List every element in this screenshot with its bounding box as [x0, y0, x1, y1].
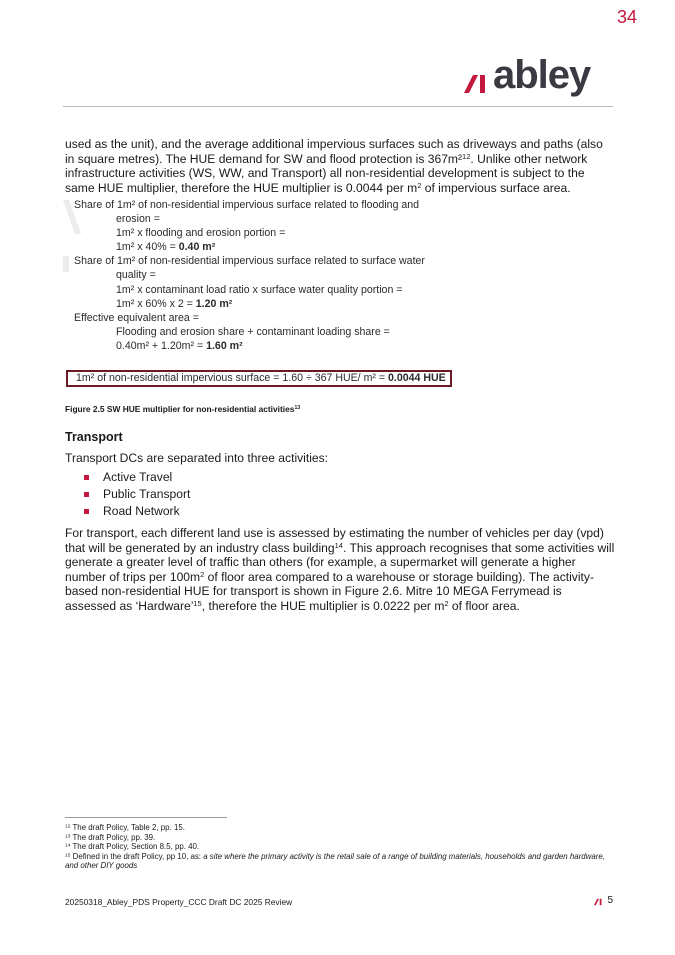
abley-mark-icon [594, 898, 604, 906]
logo-wordmark: abley [493, 53, 591, 97]
footnote [65, 852, 610, 871]
page-number: 34 [616, 7, 637, 27]
footnotes [65, 823, 610, 871]
intro-paragraph [65, 137, 615, 195]
footnote-ref-13[interactable]: 13 [294, 405, 301, 412]
activity-list [65, 470, 190, 521]
intro-text-2: . Unlike other network infrastructure activities (WS, WW, and Transport) all non-residential development is subject to the same HUE multiplier, therefore the HUE multiplier is 0.0044 per m [65, 151, 588, 195]
calc-expr: 0.40m² + 1.20m² = [116, 339, 207, 352]
para-text: For transport, each different land use is assessed by estimating the number of vehicles per day (vpd) that will be generated by an industry class building [65, 526, 604, 555]
calc-line: Share of 1m² of non-residential impervious surface related to surface water [74, 255, 425, 268]
list-item-label: Active Travel [103, 470, 173, 484]
footnote-definition: a site where the primary activity is the retail sale of a range of building materials, households and garden hardware, and other DIY goods [65, 851, 605, 871]
footnote-number: 15 [65, 853, 71, 859]
footnote-ref-14[interactable]: 14 [334, 540, 343, 550]
lead-sentence: Transport DCs are separated into three activities: [65, 451, 329, 465]
bullet-square-icon [84, 509, 89, 514]
footer-page-number: 5 [607, 895, 613, 906]
result-expr: 1m² of non-residential impervious surface = 1.60 ÷ 367 HUE/ m² = [76, 372, 388, 384]
calc-result: 1.20 m² [195, 297, 233, 310]
header-divider [63, 106, 613, 107]
figure-caption [65, 404, 300, 414]
calc-line: Effective equivalent area = [74, 311, 199, 324]
bullet-square-icon [84, 492, 89, 497]
footnote-divider [65, 817, 227, 818]
figure-2-5 [63, 196, 453, 396]
bullet-square-icon [84, 475, 89, 480]
footnote-number: 13 [65, 833, 71, 839]
footnote-text: The draft Policy, pp. 39. [70, 832, 156, 842]
calc-line: 1m² x flooding and erosion portion = [116, 227, 286, 240]
calc-line: erosion = [116, 213, 160, 226]
calc-expr: 1m² x 40% = [116, 241, 179, 254]
abley-mark-icon [464, 75, 492, 93]
calc-line: Flooding and erosion share + contaminant loading share = [116, 325, 390, 338]
calculation-text [74, 198, 425, 353]
calc-line: 1m² x contaminant load ratio x surface water quality portion = [116, 283, 403, 296]
transport-paragraph [65, 526, 615, 614]
intro-text-1: used as the unit), and the average additional impervious surfaces such as driveways and paths (also in square metres). The HUE demand for SW and flood protection is 367m² [65, 137, 603, 166]
superscript-2: 2 [444, 598, 449, 608]
footnote [65, 823, 610, 833]
para-text: . This approach recognises that some activities will generate a greater level of traffic than others (for example, a supermarket will generate a higher number of trips per 100m [65, 540, 615, 584]
caption-text: Figure 2.5 SW HUE multiplier for non-residential activities [65, 404, 295, 414]
superscript-2: 2 [200, 569, 205, 579]
footnote-number: 14 [65, 843, 71, 849]
result-box [66, 370, 452, 387]
calc-expr: 1m² x 60% x 2 = [116, 297, 196, 310]
calc-line: Share of 1m² of non-residential impervious surface related to flooding and [74, 199, 420, 211]
footer-document-id: 20250318_Abley_PDS Property_CCC Draft DC 2025 Review [65, 897, 293, 907]
footer-page [607, 895, 613, 906]
footnote [65, 842, 610, 852]
list-item [65, 487, 190, 504]
footnote-ref-15[interactable]: 15 [193, 598, 202, 608]
calc-line [74, 240, 425, 254]
superscript-2: 2 [417, 180, 422, 190]
calc-result: 1.60 m² [206, 339, 243, 352]
para-text: , therefore the HUE multiplier is 0.0222 per m [201, 598, 445, 613]
calc-line [74, 339, 425, 353]
calc-line [74, 297, 425, 311]
section-heading: Transport [65, 430, 123, 444]
list-item-label: Public Transport [103, 487, 191, 501]
calc-result: 0.40 m² [178, 241, 216, 254]
result-value: 0.0044 HUE [388, 372, 446, 384]
footnote-text: The draft Policy, Section 8.5, pp. 40. [70, 842, 200, 852]
list-item [65, 470, 190, 487]
footnote [65, 833, 610, 843]
para-text: of floor area. [448, 598, 520, 613]
list-item-label: Road Network [103, 504, 180, 518]
calc-line: quality = [116, 269, 156, 282]
para-text: of floor area compared to a warehouse or storage building). The activity-based non-residential HUE for transport is shown in Figure 2.6. Mitre 10 MEGA Ferrymead is assessed as ‘Hardware’ [65, 569, 594, 613]
list-item [65, 504, 190, 521]
footnote-text: Defined in the draft Policy, pp 10, as: [70, 851, 204, 861]
intro-text-3: of impervious surface area. [421, 180, 571, 195]
footnote-number: 12 [65, 824, 71, 830]
footnote-ref-12[interactable]: 12 [462, 151, 471, 161]
footnote-text: The draft Policy, Table 2, pp. 15. [70, 823, 185, 832]
